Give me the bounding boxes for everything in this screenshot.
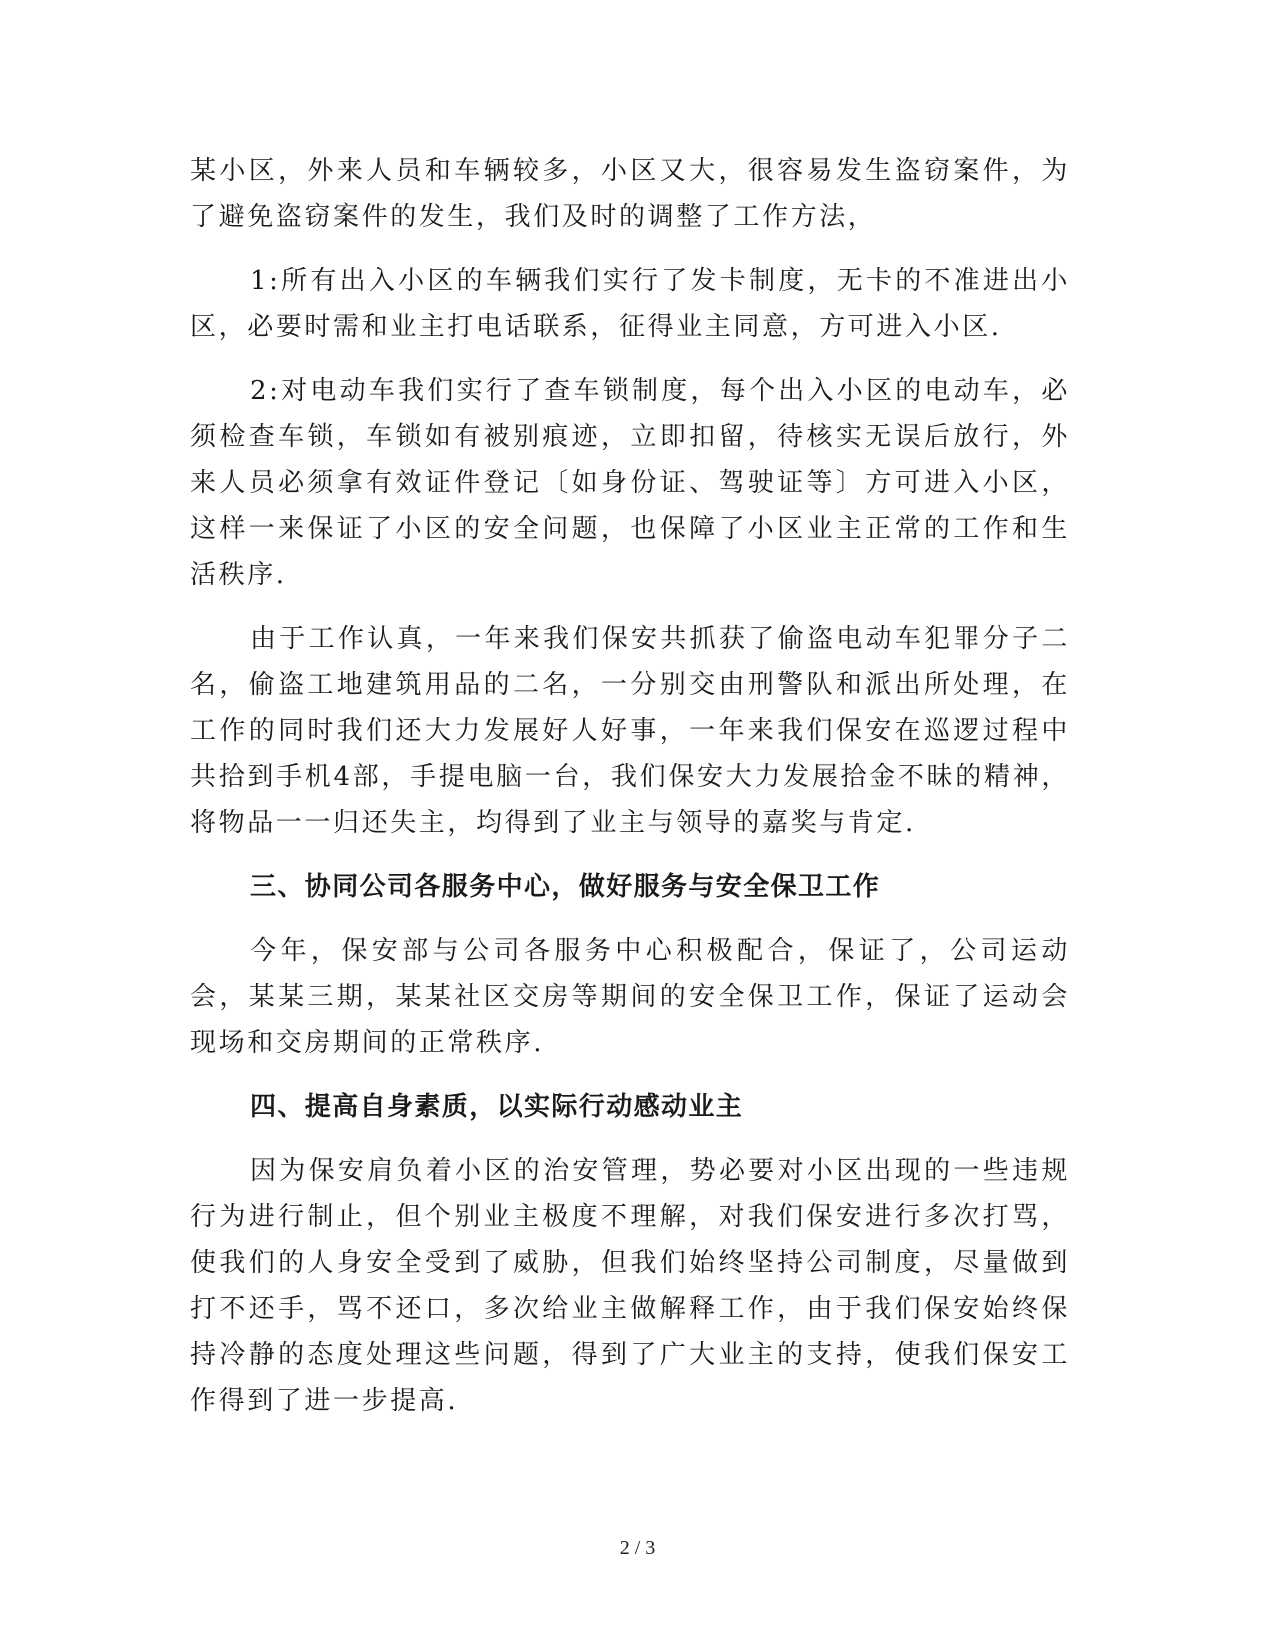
section-heading-four: 四、提高自身素质，以实际行动感动业主 [250, 1092, 744, 1122]
paragraph-achievements: 由于工作认真，一年来我们保安共抓获了偷盗电动车犯罪分子二名，偷盗工地建筑用品的二名，一分别交由刑警队和派出所处理，在工作的同时我们还大力发展好人好事，一年来我们保安在巡逻过程中共拾到手机4部，手提电脑一台，我们保安大力发展拾金不昧的精神，将物品一一归还失主，均得到了业主与领导的嘉奖与肯定. [190, 624, 1070, 838]
paragraph-intro: 某小区，外来人员和车辆较多，小区又大，很容易发生盗窃案件，为了避免盗窃案件的发生，我们及时的调整了工作方法， [190, 156, 1070, 232]
paragraph-vehicle-card: 1:所有出入小区的车辆我们实行了发卡制度，无卡的不准进出小区，必要时需和业主打电话联系，征得业主同意，方可进入小区. [190, 266, 1070, 342]
paragraph-cooperation: 今年，保安部与公司各服务中心积极配合，保证了，公司运动会，某某三期，某某社区交房等期间的安全保卫工作，保证了运动会现场和交房期间的正常秩序. [190, 936, 1070, 1058]
document-body [190, 148, 1070, 1442]
paragraph-self-improvement: 因为保安肩负着小区的治安管理，势必要对小区出现的一些违规行为进行制止，但个别业主极度不理解，对我们保安进行多次打骂，使我们的人身安全受到了威胁，但我们始终坚持公司制度，尽量做到打不还手，骂不还口，多次给业主做解释工作，由于我们保安始终保持冷静的态度处理这些问题，得到了广大业主的支持，使我们保安工作得到了进一步提高. [190, 1156, 1070, 1416]
paragraph-ebike-lock: 2:对电动车我们实行了查车锁制度，每个出入小区的电动车，必须检查车锁，车锁如有被别痕迹，立即扣留，待核实无误后放行，外来人员必须拿有效证件登记〔如身份证、驾驶证等〕方可进入小区，这样一来保证了小区的安全问题，也保障了小区业主正常的工作和生活秩序. [190, 376, 1070, 590]
page-number: 2 / 3 [619, 1537, 656, 1559]
section-heading-three: 三、协同公司各服务中心，做好服务与安全保卫工作 [250, 872, 881, 902]
